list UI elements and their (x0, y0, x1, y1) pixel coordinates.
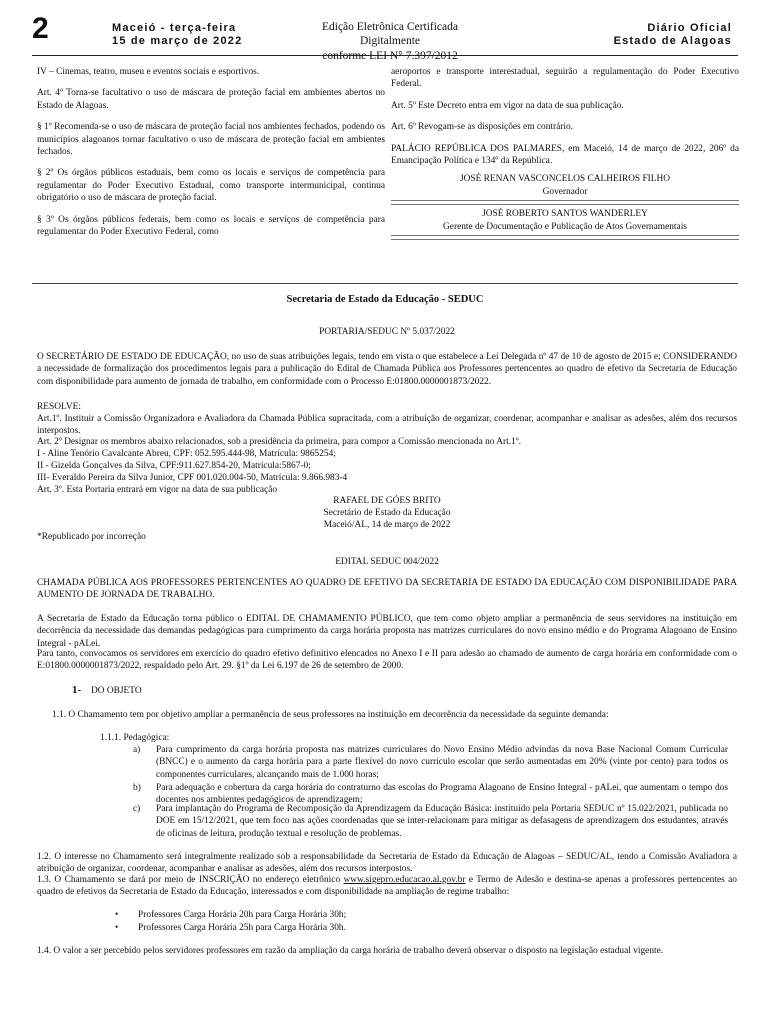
item-label: c) (133, 804, 141, 814)
edital-item: 1.1. O Chamamento tem por objetivo ampliar a permanência de seus professores na instituição em decorrência da necessidade da seguinte demanda: (52, 710, 609, 720)
portaria-art3: Art. 3º. Esta Portaria entrará em vigor na data de sua publicação (37, 485, 278, 495)
header-center-line1: Edição Eletrônica Certificada Digitalmente (321, 21, 458, 48)
header-certification (300, 20, 480, 63)
section-heading: DO OBJETO (91, 686, 142, 696)
bullet-text: Professores Carga Horária 25h para Carga Horária 30h. (138, 923, 346, 933)
edital-item: 1.2. O interesse no Chamamento será integralmente realizado sob a responsabilidade da Secretaria de Estado da Educação de Alagoas – SEDUC/AL, tendo a Comissão Avaliadora a atribuição de organizar, coordenar, acompanhar e analisar as adesões, além dos recursos interpostos. (37, 852, 737, 875)
portaria-member: III- Everaldo Pereira da Silva Junior, CPF 001.020.004-50, Matrícula: 9.866.983-4 (37, 473, 348, 483)
portaria-resolve: RESOLVE: (37, 402, 81, 412)
bullet-icon: • (115, 910, 119, 920)
item-text: Para cumprimento da carga horária proposta nas matrizes curriculares do Novo Ensino Médio advindas da nova Base Nacional Comum Curricular (BNCC) e o aumento da carga horária para a parte flexível do novo currículo escolar que serão aumentadas em 20% (vinte por cento) para todos os componentes curriculares, alcançando mais de 1.000 horas; (156, 745, 728, 780)
edital-item-inscricao (37, 874, 737, 899)
edital-title: EDITAL SEDUC 004/2022 (335, 557, 439, 567)
bullet-text: Professores Carga Horária 20h para Carga Horária 30h; (138, 910, 347, 920)
portaria-intro: O SECRETÁRIO DE ESTADO DE EDUCAÇÃO, no uso de suas atribuições legais, tendo em vista o que estabelece a Lei Delegada nº 47 de 10 de agosto de 2015 e; CONSIDERANDO a necessidade de formalização dos procedimentos legais para a publicação do Edital de Chamada Pública aos Professores pertencentes ao quadro de efetivo da Secretaria de Educação com disponibilidade para aumento de jornada de trabalho, em conformidade com o Processo E:01800.0000001873/2022. (37, 352, 737, 387)
edital-paragraph: Para tanto, convocamos os servidores em exercício do quadro efetivo definitivo elencados no Anexo I e II para adesão ao chamado de aumento de carga horária em conformidade com o E:01800.0000001873/2022, respaldado pelo Art. 29. §1º da Lei 6.197 de 26 de setembro de 2000. (37, 649, 737, 672)
header-date-line2: 15 de março de 2022 (112, 35, 243, 48)
left-column (37, 66, 385, 247)
left-paragraph: IV – Cinemas, teatro, museu e eventos sociais e esportivos. (37, 67, 260, 77)
portaria-art2: Art. 2º Designar os membros abaixo relacionados, sob a presidência da primeira, para compor a Comissão mencionada no Art.1º. (37, 437, 522, 447)
section-number: 1- (72, 684, 82, 696)
sigepro-link[interactable]: www.sigepro.educacao.al.gov.br (343, 875, 466, 885)
header-date (112, 22, 242, 49)
signer1-name: JOSÉ RENAN VASCONCELOS CALHEIROS FILHO (459, 174, 671, 185)
inscricao-text-pre: 1.3. O Chamamento se dará por meio de INSCRIÇÃO no endereço eletrônico (37, 875, 341, 885)
edital-item: 1.4. O valor a ser percebido pelos servidores professores em razão da ampliação da carga horária de trabalho deverá observar o disposto na legislação estadual vigente. (37, 946, 664, 956)
right-paragraph: PALÁCIO REPÚBLICA DOS PALMARES, em Maceió, 14 de março de 2022, 206º da Emancipação Política e 134º da República. (391, 143, 739, 167)
item-text: Para implantação do Programa de Recomposição da Aprendizagem da Educação Básica: instituído pela Portaria SEDUC nº 15.022/2021, publicada no DOE em 15/12/2021, que tem foco nas ações coordenadas que se inter-relacionam para mitigar as defasagens de aprendizagem dos estudantes, através de oficinas de leitura, produção textual e resolução de problemas. (156, 804, 728, 839)
portaria-member: II - Gizelda Gonçalves da Silva, CPF:911.627.854-20, Matrícula:5867-0; (37, 461, 311, 471)
header-right-line2: Estado de Alagoas (613, 35, 732, 48)
left-paragraph: § 1º Recomenda-se o uso de máscara de proteção facial nos ambientes fechados, podendo os municípios alagoanos tornar facultativo o uso de máscara de proteção facial em ambientes fechados. (37, 122, 385, 158)
left-paragraph: § 2º Os órgãos públicos estaduais, bem como os locais e serviços de competência para regulamentar do Poder Executivo Estadual, como transporte intermunicipal, continua obrigatório o uso de máscara de proteção facial. (37, 168, 385, 204)
signer2-name: JOSÉ ROBERTO SANTOS WANDERLEY (482, 209, 648, 220)
header-right-line1: Diário Oficial (647, 22, 732, 34)
section-title: Secretaria de Estado da Educação - SEDUC (286, 294, 484, 305)
edital-paragraph: A Secretaria de Estado da Educação torna público o EDITAL DE CHAMAMENTO PÚBLICO, que tem como objeto ampliar a permanência de seus servidores na instituição em decorrência da necessidade das demandas pedagógicas para cumprimento da carga horária proposta nas matrizes curriculares do novo ensino médio e do Programa Alagoano de Ensino Integral - pALei. (37, 614, 737, 649)
right-column (391, 66, 739, 243)
right-paragraph: Art. 5º Este Decreto entra em vigor na data de sua publicação. (391, 100, 624, 111)
section-divider (32, 283, 738, 284)
portaria-member: I - Aline Tenório Cavalcante Abreu, CPF: 052.595.444-98, Matrícula: 9865254; (37, 449, 336, 459)
edital-heading: CHAMADA PÚBLICA AOS PROFESSORES PERTENCENTES AO QUADRO DE EFETIVO DA SECRETARIA DE ESTADO DA EDUCAÇÃO COM DISPONIBILIDADE PARA AUMENTO DE JORNADA DE TRABALHO. (37, 578, 737, 601)
item-text: Para adequação e cobertura da carga horária do contraturno das escolas do Programa Alagoano de Ensino Integral - pALei, que aumentam o tempo dos docentes nos ambientes pedagógicos de aprendizagem; (156, 783, 728, 806)
page-number: 2 (32, 12, 49, 45)
portaria-title: PORTARIA/SEDUC Nº 5.037/2022 (319, 327, 455, 337)
signer2-role: Gerente de Documentação e Publicação de Atos Governamentais (443, 221, 687, 232)
portaria-signer-place: Maceió/AL, 14 de março de 2022 (323, 520, 451, 530)
left-paragraph: § 3º Os órgãos públicos federais, bem como os locais e serviços de competência para regulamentar do Poder Executivo Federal, como (37, 214, 385, 238)
double-divider (391, 200, 739, 205)
left-paragraph: Art. 4º Torna-se facultativo o uso de máscara de proteção facial em ambientes abertos no Estado de Alagoas. (37, 88, 385, 111)
portaria-signer-name: RAFAEL DE GÓES BRITO (333, 496, 441, 506)
header-publication (614, 22, 732, 49)
portaria-signer-role: Secretário de Estado da Educação (323, 508, 451, 518)
item-label: a) (133, 745, 141, 755)
right-paragraph: Art. 6º Revogam-se as disposições em contrário. (391, 122, 574, 133)
double-divider (391, 235, 739, 240)
header-divider (32, 55, 738, 56)
header-center-line2: conforme LEI N° 7.397/2012 (322, 49, 458, 62)
inscricao-text-post: e Termo de Adesão e destina-se apenas a professores pertencentes ao quadro de efetivos da Secretaria de Estado da Educação, interessados e com disponibilidade na ampliação de regime trabalho: (37, 875, 737, 898)
bullet-icon: • (115, 923, 119, 933)
portaria-art1: Art.1º. Instituir a Comissão Organizadora e Avaliadora da Chamada Pública supracitada, com a atribuição de organizar, coordenar, acompanhar e analisar as adesões, além dos recursos interpostos. (37, 414, 737, 437)
portaria-note: *Republicado por incorreção (37, 532, 146, 542)
right-paragraph: aeroportos e transporte interestadual, seguirão a regulamentação do Poder Executivo Federal. (391, 67, 739, 90)
item-label: b) (133, 783, 141, 793)
edital-subitem: 1.1.1. Pedagógica: (100, 733, 170, 743)
header-date-line1: Maceió - terça-feira (112, 22, 237, 34)
signer1-role: Governador (542, 186, 588, 197)
